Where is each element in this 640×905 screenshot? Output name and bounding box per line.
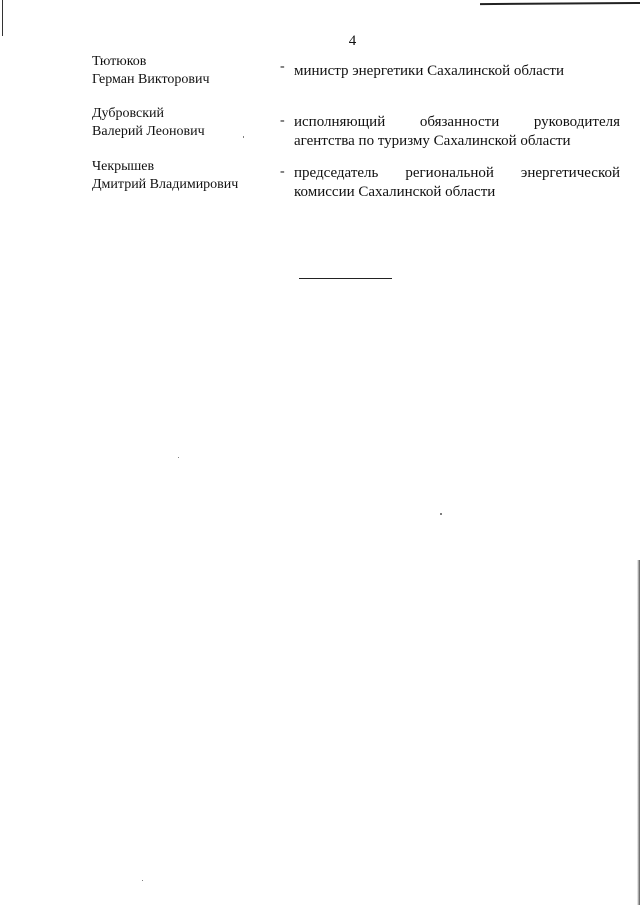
member-role [294, 113, 620, 151]
scan-speck [178, 457, 179, 458]
scan-edge-mark [2, 0, 3, 36]
member-role-line: комиссии Сахалинской области [294, 184, 496, 200]
member-surname: Дубровский [92, 106, 165, 121]
scan-speck [243, 136, 244, 138]
member-name [92, 158, 238, 194]
member-role [294, 164, 620, 202]
member-role-line: председатель региональной энергетической [294, 165, 620, 181]
member-given-names: Дмитрий Владимирович [92, 177, 239, 192]
member-role [294, 62, 620, 81]
scan-edge-mark [480, 2, 640, 5]
member-given-names: Герман Викторович [92, 72, 210, 87]
member-dash: - [280, 164, 285, 179]
member-role-line: министр энергетики Сахалинской области [294, 63, 564, 79]
member-role-line: исполняющий обязанности руководителя [294, 114, 620, 130]
member-given-names: Валерий Леонович [92, 124, 205, 139]
member-surname: Тютюков [92, 54, 147, 69]
closing-separator-line [299, 278, 392, 279]
member-surname: Чекрышев [92, 159, 155, 174]
member-dash: - [280, 59, 285, 74]
member-name [92, 105, 205, 141]
scan-speck [440, 513, 442, 515]
member-dash: - [280, 113, 285, 128]
member-name [92, 53, 210, 89]
member-role-line: агентства по туризму Сахалинской области [294, 133, 571, 149]
page-number: 4 [348, 33, 357, 49]
scan-speck [142, 880, 143, 881]
